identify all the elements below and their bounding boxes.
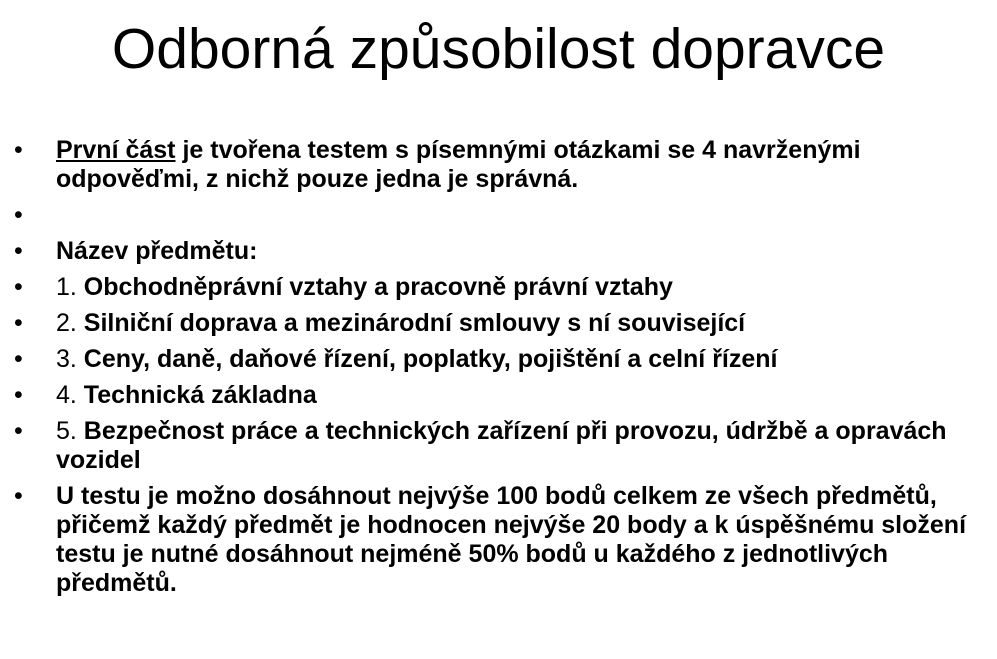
list-item (14, 381, 984, 410)
emphasis-first-part: První část (56, 136, 176, 164)
item-text: U testu je možno dosáhnout nejvýše 100 bodů celkem ze všech předmětů, přičemž každý předmět je hodnocen nejvýše 20 body a k úspěšnému složení testu je nutné dosáhnout nejméně 50% bodů u každého z jednotlivých předmětů. (56, 482, 967, 597)
bullet-icon: • (14, 309, 23, 337)
item-text: Technická základna (76, 381, 317, 409)
bullet-icon: • (14, 345, 23, 373)
bullet-icon: • (14, 136, 23, 164)
list-item (14, 136, 984, 194)
bullet-icon: • (14, 201, 23, 229)
bullet-list (14, 136, 984, 605)
list-item (14, 482, 984, 598)
list-item (14, 417, 984, 475)
item-number: 3. (56, 345, 77, 373)
item-text: Silniční doprava a mezinárodní smlouvy s ní související (76, 309, 746, 337)
item-number: 4. (56, 381, 77, 409)
bullet-icon: • (14, 237, 23, 265)
item-number: 5. (56, 417, 77, 445)
bullet-icon: • (14, 273, 23, 301)
slide-title: Odborná způsobilost dopravce (111, 17, 886, 81)
bullet-icon: • (14, 381, 23, 409)
list-item (14, 309, 984, 338)
bullet-icon: • (14, 482, 23, 510)
item-text: Název předmětu: (56, 237, 258, 265)
list-item (14, 201, 984, 230)
item-text: Obchodněprávní vztahy a pracovně právní vztahy (76, 273, 673, 301)
bullet-icon: • (14, 417, 23, 445)
list-item (14, 345, 984, 374)
item-number: 1. (56, 273, 77, 301)
list-item (14, 273, 984, 302)
item-text: Bezpečnost práce a technických zařízení při provozu, údržbě a opravách vozidel (56, 417, 947, 474)
item-text: je tvořena testem s písemnými otázkami se 4 navrženými odpověďmi, z nichž pouze jedna je správná. (56, 136, 861, 193)
list-item (14, 237, 984, 266)
item-number: 2. (56, 309, 77, 337)
item-text: Ceny, daně, daňové řízení, poplatky, pojištění a celní řízení (76, 345, 778, 373)
